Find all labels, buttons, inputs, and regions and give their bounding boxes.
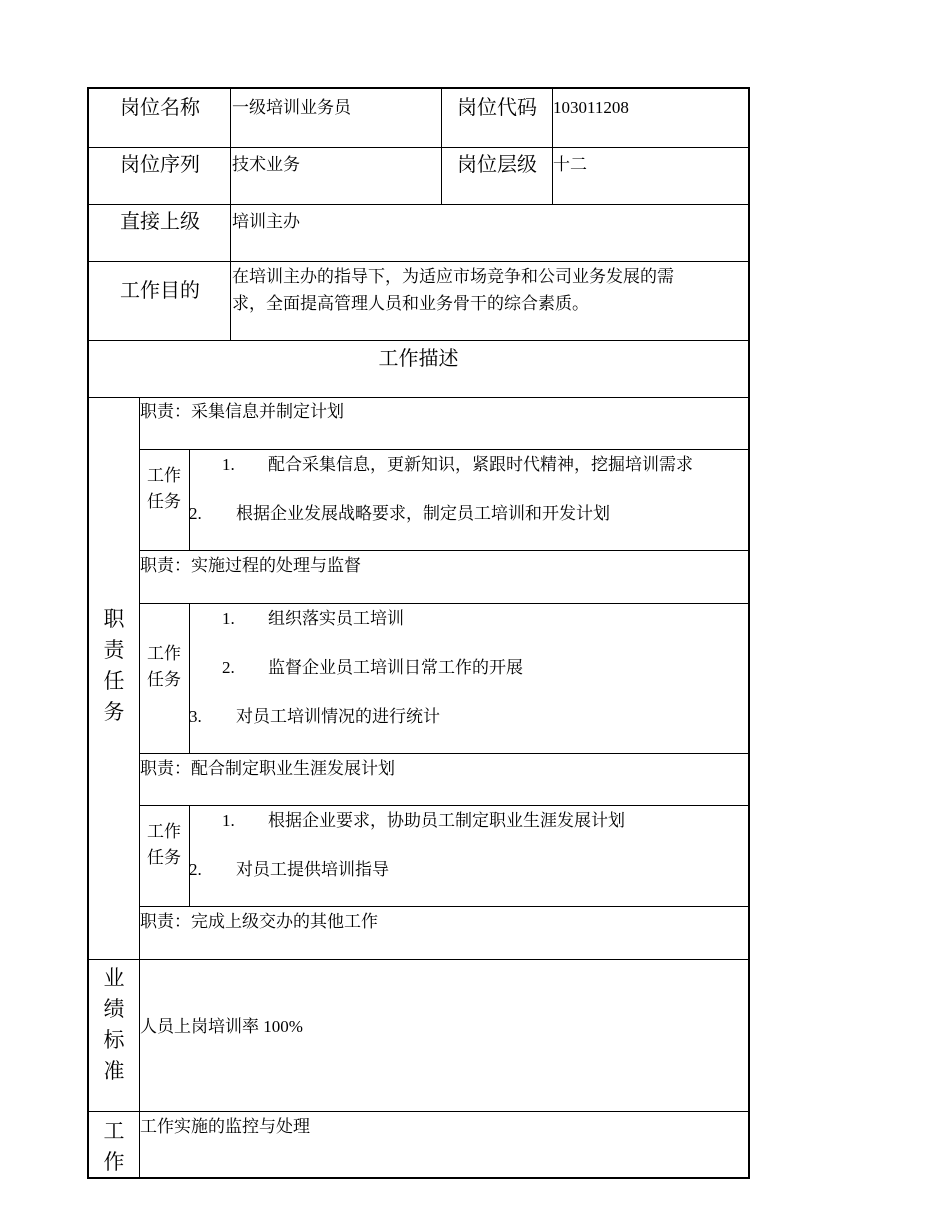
- performance-value: 人员上岗培训率 100%: [140, 1017, 303, 1036]
- task-label: 工作 任务: [147, 466, 181, 511]
- description-title: 工作描述: [378, 348, 459, 370]
- duties-side-label: 职 责 任 务: [103, 607, 125, 724]
- sequence-value: 技术业务: [232, 155, 300, 174]
- task-item: 1. 根据企业要求，协助员工制定职业生涯发展计划: [222, 811, 625, 830]
- task-item: 1. 组织落实员工培训: [222, 609, 404, 628]
- task-item: 3. 对员工培训情况的进行统计: [189, 707, 440, 726]
- task-item: 2. 监督企业员工培训日常工作的开展: [222, 658, 523, 677]
- position-name-value: 一级培训业务员: [232, 98, 351, 117]
- position-code-label: 岗位代码: [457, 97, 537, 119]
- duty-title: 职责：实施过程的处理与监督: [140, 556, 361, 575]
- position-name-label: 岗位名称: [120, 97, 200, 119]
- task-item: 1. 配合采集信息，更新知识，紧跟时代精神，挖掘培训需求: [222, 455, 693, 474]
- supervisor-label: 直接上级: [120, 211, 200, 233]
- duty-title: 职责：采集信息并制定计划: [140, 402, 344, 421]
- position-code-value: 103011208: [553, 98, 629, 117]
- task-label: 工作 任务: [147, 644, 181, 689]
- level-value: 十二: [553, 155, 587, 174]
- duty-title: 职责：配合制定职业生涯发展计划: [140, 759, 395, 778]
- performance-side-label: 业 绩 标 准: [103, 966, 125, 1083]
- level-label: 岗位层级: [457, 154, 537, 176]
- purpose-line-2: 求，全面提高管理人员和业务骨干的综合素质。: [232, 294, 589, 313]
- task-item: 2. 对员工提供培训指导: [189, 860, 389, 879]
- purpose-label: 工作目的: [120, 280, 200, 302]
- work-side-label: 工 作: [103, 1119, 125, 1174]
- task-label: 工作 任务: [147, 822, 181, 867]
- work-value: 工作实施的监控与处理: [140, 1117, 310, 1136]
- sequence-label: 岗位序列: [120, 154, 200, 176]
- task-item: 2. 根据企业发展战略要求，制定员工培训和开发计划: [189, 504, 610, 523]
- supervisor-value: 培训主办: [232, 212, 300, 231]
- duty-title: 职责：完成上级交办的其他工作: [140, 912, 378, 931]
- purpose-line-1: 在培训主办的指导下，为适应市场竞争和公司业务发展的需: [232, 267, 674, 286]
